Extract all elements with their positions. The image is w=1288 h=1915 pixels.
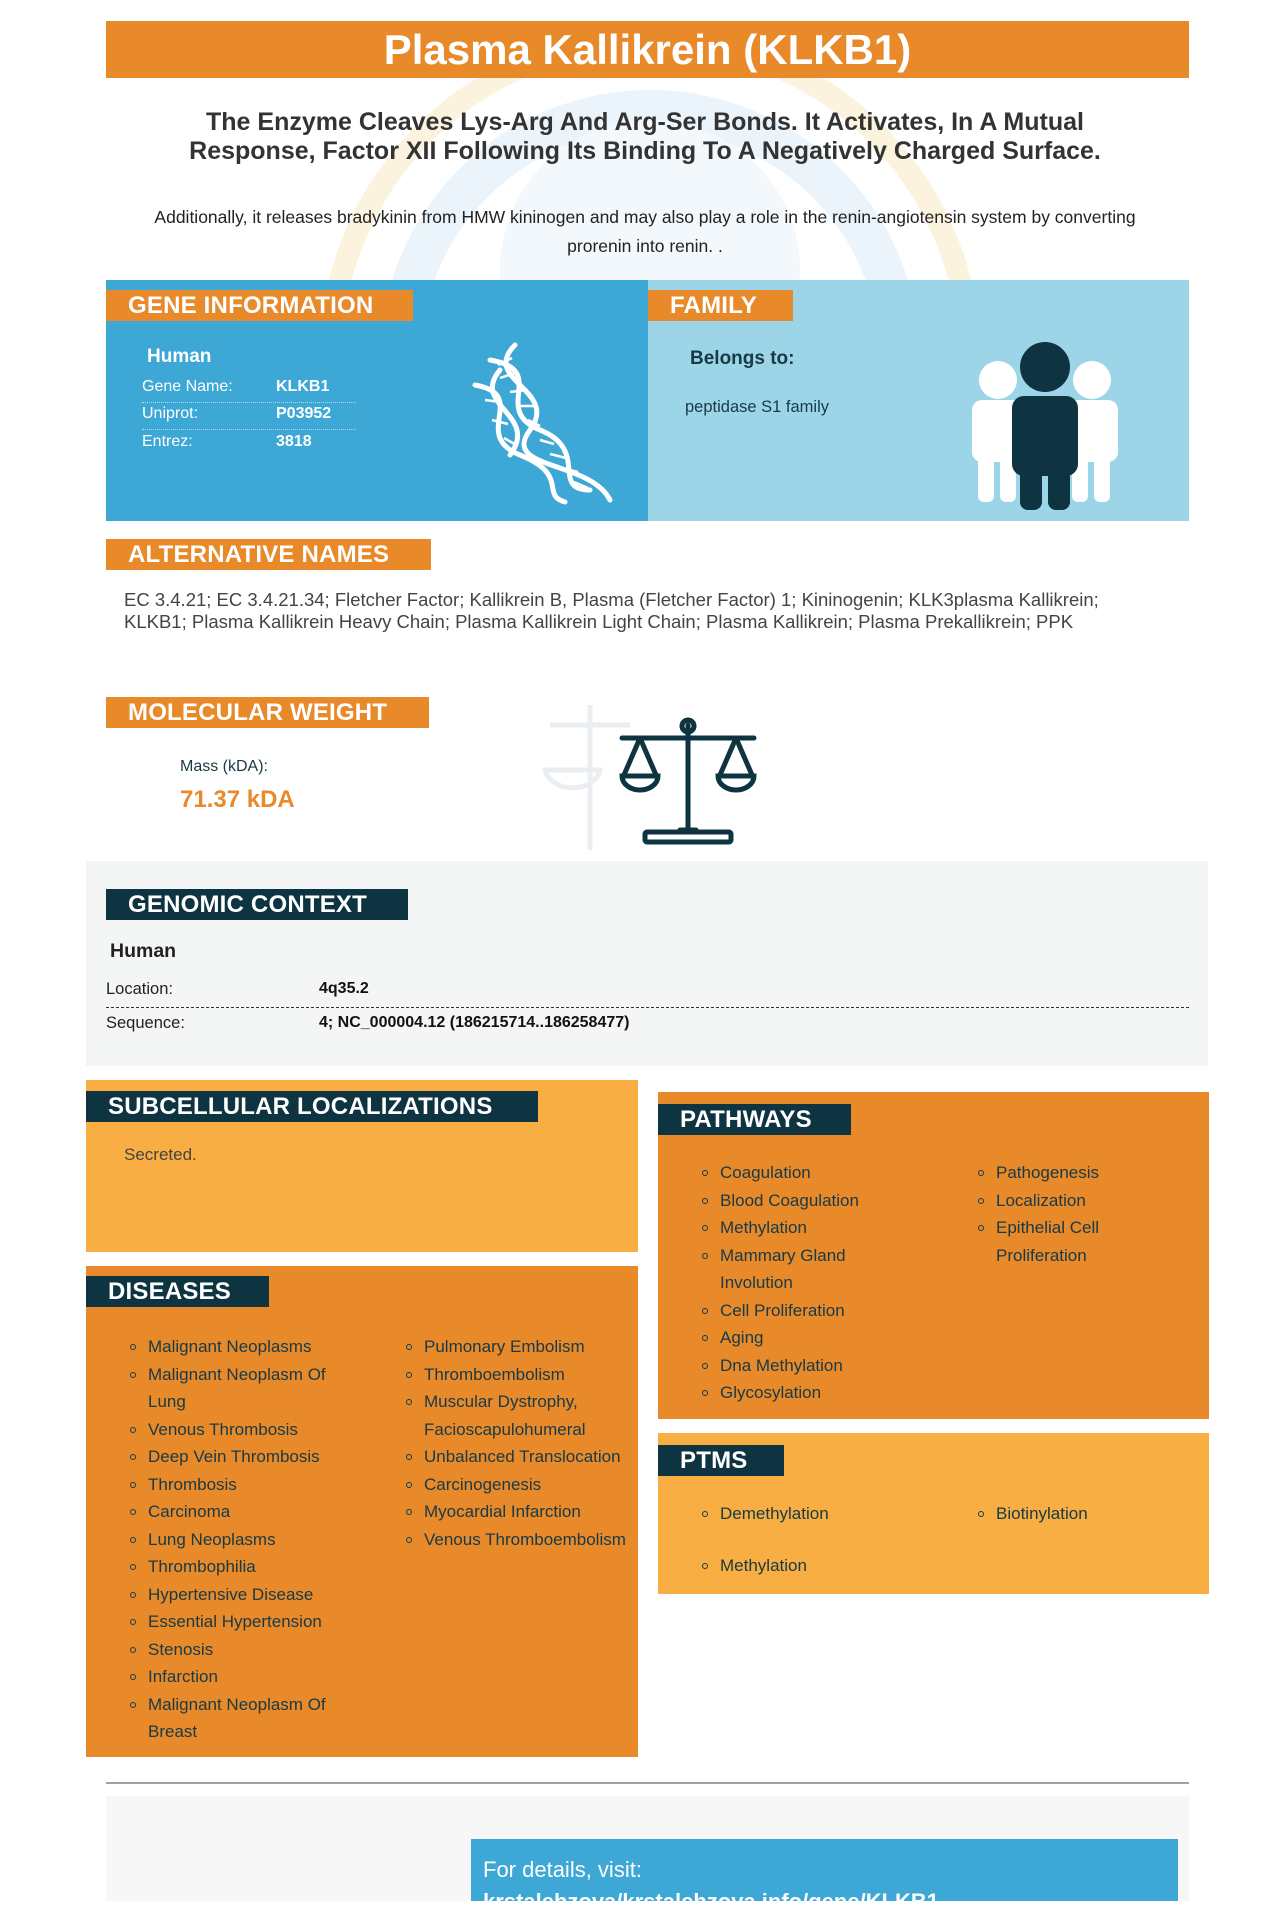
gene-row-uniprot bbox=[142, 405, 356, 430]
list-item: Muscular Dystrophy, Facioscapulohumeral bbox=[406, 1388, 626, 1443]
genomic-location-value: 4q35.2 bbox=[319, 980, 369, 997]
list-item: Thrombophilia bbox=[130, 1553, 355, 1581]
pathways-list-col2 bbox=[978, 1159, 1178, 1269]
gene-info-organism: Human bbox=[147, 346, 212, 367]
diseases-list-col2 bbox=[406, 1333, 626, 1553]
gene-row-label: Entrez: bbox=[142, 433, 193, 450]
list-item: Malignant Neoplasms bbox=[130, 1333, 355, 1361]
genomic-header: GENOMIC CONTEXT bbox=[106, 889, 408, 920]
mol-weight-label: Mass (kDA): bbox=[180, 758, 268, 775]
mol-weight-header: MOLECULAR WEIGHT bbox=[106, 697, 429, 728]
list-item: Thromboembolism bbox=[406, 1361, 626, 1389]
list-item: Lung Neoplasms bbox=[130, 1526, 355, 1554]
list-item: Dna Methylation bbox=[702, 1352, 902, 1380]
ptms-header: PTMS bbox=[658, 1445, 784, 1476]
genomic-sequence-value: 4; NC_000004.12 (186215714..186258477) bbox=[319, 1014, 630, 1031]
family-header: FAMILY bbox=[648, 290, 793, 321]
list-item: Venous Thromboembolism bbox=[406, 1526, 626, 1554]
list-item: Blood Coagulation bbox=[702, 1187, 902, 1215]
list-item: Mammary Gland Involution bbox=[702, 1242, 902, 1297]
list-item: Hypertensive Disease bbox=[130, 1581, 355, 1609]
list-item: Biotinylation bbox=[978, 1500, 1178, 1528]
list-item: Deep Vein Thrombosis bbox=[130, 1443, 355, 1471]
gene-info-header: GENE INFORMATION bbox=[106, 290, 413, 321]
gene-row-label: Uniprot: bbox=[142, 405, 199, 422]
pathways-list-col1 bbox=[702, 1159, 902, 1407]
footer-details-box bbox=[471, 1839, 1178, 1914]
list-item: Carcinoma bbox=[130, 1498, 355, 1526]
footer-details-label: For details, visit: bbox=[483, 1857, 642, 1882]
pathways-header: PATHWAYS bbox=[658, 1104, 851, 1135]
gene-row-label: Gene Name: bbox=[142, 378, 233, 395]
diseases-list-col1 bbox=[130, 1333, 355, 1746]
list-item: Infarction bbox=[130, 1663, 355, 1691]
gene-row-value: 3818 bbox=[276, 433, 312, 450]
footer-link[interactable]: krstalehzova/krstalehzova.info/gene/KLKB1 bbox=[483, 1889, 940, 1914]
page-description: Additionally, it releases bradykinin from HMW kininogen and may also play a role in the renin-angiotensin system by converting prorenin into renin. . bbox=[154, 207, 1136, 256]
diseases-header: DISEASES bbox=[86, 1276, 269, 1307]
list-item: Malignant Neoplasm Of Lung bbox=[130, 1361, 355, 1416]
mol-weight-value: 71.37 kDA bbox=[180, 786, 295, 813]
list-item: Localization bbox=[978, 1187, 1178, 1215]
genomic-sequence-row bbox=[106, 1014, 1189, 1044]
list-item: Thrombosis bbox=[130, 1471, 355, 1499]
ptms-list-col1 bbox=[702, 1500, 902, 1579]
list-item: Coagulation bbox=[702, 1159, 902, 1187]
list-item: Methylation bbox=[702, 1214, 902, 1242]
balance-scale-icon bbox=[540, 700, 780, 860]
family-value: peptidase S1 family bbox=[685, 398, 829, 416]
subcellular-header: SUBCELLULAR LOCALIZATIONS bbox=[86, 1091, 538, 1122]
gene-row-entrez bbox=[142, 433, 356, 457]
ptms-list-col2 bbox=[978, 1500, 1178, 1528]
list-item: Venous Thrombosis bbox=[130, 1416, 355, 1444]
list-item: Glycosylation bbox=[702, 1379, 902, 1407]
list-item: Cell Proliferation bbox=[702, 1297, 902, 1325]
family-belongs-label: Belongs to: bbox=[690, 348, 795, 369]
alt-names-header: ALTERNATIVE NAMES bbox=[106, 539, 431, 570]
list-item: Methylation bbox=[702, 1552, 902, 1580]
list-item: Malignant Neoplasm Of Breast bbox=[130, 1691, 355, 1746]
subcellular-text: Secreted. bbox=[124, 1145, 197, 1164]
list-item: Unbalanced Translocation bbox=[406, 1443, 626, 1471]
page-subtitle: The Enzyme Cleaves Lys-Arg And Arg-Ser Bonds. It Activates, In A Mutual Response, Factor XII Following Its Binding To A Negatively Charged Surface. bbox=[189, 108, 1101, 165]
list-item: Demethylation bbox=[702, 1500, 902, 1528]
gene-row-value: P03952 bbox=[276, 405, 332, 422]
genomic-location-label: Location: bbox=[106, 980, 173, 998]
genomic-location-row bbox=[106, 978, 1189, 1008]
dna-helix-icon bbox=[470, 340, 620, 505]
gene-row-value: KLKB1 bbox=[276, 378, 330, 395]
list-item: Myocardial Infarction bbox=[406, 1498, 626, 1526]
genomic-organism: Human bbox=[110, 940, 177, 962]
list-item: Essential Hypertension bbox=[130, 1608, 355, 1636]
list-item: Pathogenesis bbox=[978, 1159, 1178, 1187]
page-title: Plasma Kallikrein (KLKB1) bbox=[383, 26, 912, 73]
genomic-sequence-label: Sequence: bbox=[106, 1014, 185, 1032]
list-item: Epithelial Cell Proliferation bbox=[978, 1214, 1178, 1269]
alt-names-text: EC 3.4.21; EC 3.4.21.34; Fletcher Factor; Kallikrein B, Plasma (Fletcher Factor) 1; Kininogenin; KLK3plasma Kallikrein; KLKB1; Plasma Kallikrein Heavy Chain; Plasma Kallikrein Light Chain; Plasma Kallikrein; Plasma Prekallikrein; PPK bbox=[124, 589, 1099, 632]
gene-row-name bbox=[142, 378, 356, 403]
list-item: Carcinogenesis bbox=[406, 1471, 626, 1499]
footer-divider bbox=[106, 1782, 1189, 1784]
list-item: Stenosis bbox=[130, 1636, 355, 1664]
list-item: Pulmonary Embolism bbox=[406, 1333, 626, 1361]
list-item: Aging bbox=[702, 1324, 902, 1352]
people-group-icon bbox=[970, 340, 1120, 510]
